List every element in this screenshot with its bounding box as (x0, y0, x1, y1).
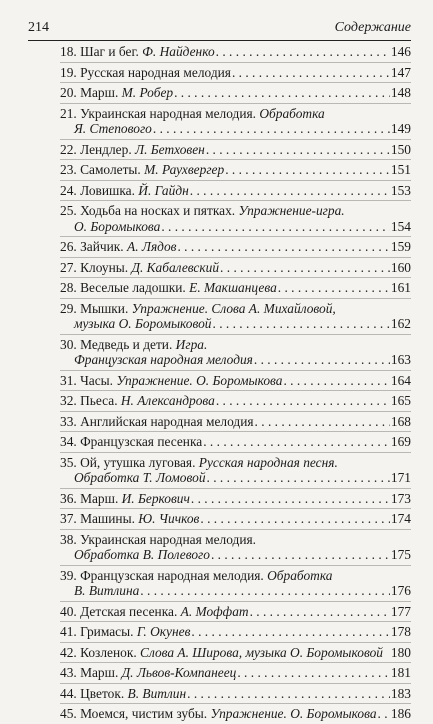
toc-entry-line (60, 455, 411, 471)
toc-page-number: 159 (390, 239, 411, 254)
leader-dots (211, 547, 390, 563)
toc-entry-title: 32. Пьеса. (60, 393, 121, 408)
toc-page-number: 169 (390, 434, 411, 449)
toc-entry (60, 298, 411, 334)
leader-dots (237, 665, 390, 681)
toc-page-number: 174 (390, 511, 411, 526)
toc-page-number: 162 (390, 316, 411, 331)
leader-dots (207, 470, 390, 486)
toc-page-number: 164 (390, 372, 411, 388)
toc-entry (60, 334, 411, 370)
toc-page-number: 165 (390, 393, 411, 408)
toc-entry-title: 25. Ходьба на носках и пятках. (60, 203, 239, 218)
toc-page-number: 149 (390, 121, 411, 136)
toc-entry-line (60, 337, 411, 353)
toc-entry-line (60, 183, 411, 199)
toc-entry-line (60, 511, 411, 527)
toc-entry-author: В. Витлин (127, 685, 187, 701)
toc-entry-line (60, 624, 411, 640)
toc-entry (60, 565, 411, 601)
toc-entry-title: 23. Самолеты. (60, 162, 145, 177)
toc-entry-text (60, 373, 282, 389)
section-title: Содержание (334, 20, 411, 35)
toc-entry-author: И. Беркович (121, 490, 190, 506)
toc-page-number: 177 (390, 603, 411, 619)
toc-entry-title: 21. Украинская народная мелодия. (60, 105, 260, 121)
toc-page-number: 183 (390, 685, 411, 701)
toc-entry-line (60, 239, 411, 255)
toc-entry-line (60, 44, 411, 60)
leader-dots (174, 85, 390, 101)
toc-entry-text (60, 301, 336, 317)
toc-entry (60, 601, 411, 622)
toc-entry-line (60, 280, 411, 296)
toc-entry-author: Упражнение. О. Боромыкова (116, 372, 283, 388)
toc-entry-author: Французская народная мелодия (74, 352, 253, 367)
toc-page-number: 168 (390, 413, 411, 429)
toc-entry-text (60, 239, 176, 255)
leader-dots (254, 352, 390, 368)
toc-entry-author: Д. Кабалевский (131, 259, 220, 275)
toc-entry-text (60, 665, 236, 681)
toc-entry-text (60, 624, 190, 640)
toc-entry-line (60, 434, 411, 450)
leader-dots (191, 491, 390, 507)
toc-entry-text (60, 604, 249, 620)
leader-dots (216, 393, 390, 409)
leader-dots (278, 280, 390, 296)
toc-entry-continuation (60, 352, 411, 368)
toc-entry-author: Упражнение. О. Боромыкова (210, 706, 377, 721)
toc-entry-continuation (60, 121, 411, 137)
toc-entry-title: 18. Шаг и бег. (60, 44, 143, 59)
toc-entry-text (60, 434, 202, 450)
leader-dots (216, 44, 390, 60)
toc-entry-text (60, 393, 215, 409)
toc-entry-title: 27. Клоуны. (60, 259, 132, 275)
toc-entry-line (60, 260, 411, 276)
toc-entry-line (60, 532, 411, 548)
toc-entry-text (60, 337, 207, 353)
toc-page-number: 171 (390, 470, 411, 485)
toc-entry (60, 139, 411, 160)
leader-dots (191, 624, 390, 640)
leader-dots (378, 706, 390, 722)
toc-entry-title: 24. Ловишка. (60, 182, 139, 198)
toc-entry-continuation (60, 219, 411, 235)
toc-entry-author: М. Раухвергер (144, 162, 225, 177)
toc-entry-line (60, 301, 411, 317)
toc-entry-line (60, 604, 411, 620)
toc-entry-text (74, 547, 210, 563)
toc-page-number: 161 (390, 280, 411, 295)
leader-dots (225, 162, 390, 178)
toc-entry (60, 236, 411, 257)
toc-page-number: 176 (390, 583, 411, 598)
toc-entry-author: музыка О. Боромыковой (74, 316, 212, 331)
toc-entry-title: 35. Ой, утушка луговая. (60, 454, 199, 470)
leader-dots (255, 414, 390, 430)
toc-entry-line (60, 65, 411, 81)
toc-entry-line (60, 568, 411, 584)
toc-entry-title: 37. Машины. (60, 511, 139, 526)
page-number: 214 (28, 20, 49, 35)
toc-entry-author: Обработка Т. Ломовой (74, 470, 206, 485)
toc-entry-author: Русская народная песня. (198, 454, 338, 470)
toc-page-number: 173 (390, 490, 411, 506)
toc-entry (60, 508, 411, 529)
toc-entry-line (60, 491, 411, 507)
toc-entry-title: 30. Медведь и дети. (60, 336, 176, 352)
toc-entry-line (60, 85, 411, 101)
leader-dots (161, 219, 390, 235)
toc-entry (60, 642, 411, 663)
toc-entry-line (60, 393, 411, 409)
toc-entry (60, 277, 411, 298)
toc-entry-text (60, 686, 186, 702)
toc-entry-author: Упражнение. Слова А. Михайловой, (131, 300, 336, 316)
toc-entry-author: Ю. Чичков (138, 511, 200, 526)
toc-entry-line (60, 414, 411, 430)
toc-entry-text (60, 44, 215, 60)
toc-entry-title: 45. Моемся, чистим зубы. (60, 706, 211, 721)
toc-entry-text (60, 106, 325, 122)
table-of-contents (60, 42, 411, 724)
leader-dots (153, 121, 390, 137)
toc-entry-text (60, 706, 377, 722)
toc-entry-author: Обработка (259, 105, 325, 121)
toc-entry-text (60, 568, 332, 584)
toc-entry-title: 40. Детская песенка. (60, 603, 181, 619)
toc-entry-title: 19. Русская народная мелодия (60, 64, 231, 80)
toc-entry-title: 28. Веселые ладошки. (60, 280, 190, 295)
toc-entry-title: 42. Козленок. (60, 644, 141, 660)
toc-entry (60, 621, 411, 642)
toc-entry-continuation (60, 583, 411, 599)
leader-dots (232, 65, 390, 81)
toc-entry-text (60, 414, 254, 430)
toc-entry-author: Игра. (175, 336, 208, 352)
toc-page-number: 160 (390, 259, 411, 275)
toc-entry-text (60, 65, 231, 81)
toc-entry (60, 180, 411, 201)
toc-entry (60, 390, 411, 411)
toc-entry-text (60, 491, 190, 507)
toc-entry (60, 103, 411, 139)
toc-entry (60, 488, 411, 509)
toc-entry (60, 452, 411, 488)
leader-dots (220, 260, 390, 276)
toc-entry-author: Я. Степового (74, 121, 152, 136)
toc-entry-title: 33. Английская народная мелодия (60, 413, 254, 429)
leader-dots (140, 583, 390, 599)
toc-entry-author: Н. Александрова (120, 393, 215, 408)
leader-dots (283, 373, 389, 389)
toc-entry-line (60, 142, 411, 158)
toc-page-number: 175 (390, 547, 411, 562)
leader-dots (177, 239, 389, 255)
toc-entry (60, 82, 411, 103)
toc-entry (60, 200, 411, 236)
toc-entry-line (60, 686, 411, 702)
toc-entry-line (60, 106, 411, 122)
toc-entry (60, 62, 411, 83)
toc-entry-text (74, 316, 212, 332)
toc-entry-text (74, 352, 253, 368)
toc-entry-title: 31. Часы. (60, 372, 117, 388)
toc-entry-author: Ф. Найденко (142, 44, 215, 59)
toc-entry-text (74, 121, 152, 137)
toc-entry-author: О. Боромыкова (74, 218, 161, 234)
leader-dots (213, 316, 390, 332)
toc-entry-line (60, 203, 411, 219)
toc-page-number: 146 (390, 44, 411, 59)
header-rule (28, 40, 411, 41)
toc-entry (60, 703, 411, 724)
toc-entry-author: Г. Окунев (136, 624, 191, 639)
toc-entry-author: Обработка (267, 567, 333, 583)
toc-page-number: 150 (390, 141, 411, 157)
toc-entry-continuation (60, 316, 411, 332)
toc-entry (60, 431, 411, 452)
toc-entry-text (60, 455, 338, 471)
toc-entry-line (60, 706, 411, 722)
toc-entry-author: Й. Гайдн (138, 182, 189, 198)
toc-entry-author: А. Лядов (127, 239, 177, 254)
toc-entry-author: М. Робер (121, 85, 174, 100)
toc-entry-title: 22. Лендлер. (60, 141, 136, 157)
toc-entry-title: 36. Марш. (60, 490, 122, 506)
toc-entry-text (60, 260, 219, 276)
toc-page-number: 181 (390, 665, 411, 680)
toc-entry (60, 370, 411, 391)
toc-entry-text (60, 511, 199, 527)
toc-entry-title: 41. Гримасы. (60, 624, 137, 639)
toc-entry-text (60, 162, 224, 178)
toc-entry-text (60, 142, 205, 158)
toc-entry-text (60, 645, 383, 661)
toc-entry-title: 20. Марш. (60, 85, 122, 100)
leader-dots (206, 142, 390, 158)
toc-entry (60, 42, 411, 62)
toc-page-number: 163 (390, 352, 411, 367)
toc-entry-title: 34. Французская песенка (60, 434, 203, 449)
toc-entry-author: Слова А. Широва, музыка О. Боромыковой (140, 644, 383, 660)
leader-dots (187, 686, 390, 702)
toc-entry (60, 529, 411, 565)
toc-entry-line (60, 162, 411, 178)
toc-entry (60, 662, 411, 683)
toc-page-number: 186 (390, 706, 411, 721)
toc-page-number: 154 (390, 218, 411, 234)
leader-dots (250, 604, 390, 620)
leader-dots (203, 434, 390, 450)
toc-entry-author: Д. Львов-Компанеец (121, 665, 237, 680)
toc-entry-author: А. Моффат (180, 603, 249, 619)
toc-entry-text (74, 219, 160, 235)
toc-page-number: 151 (390, 162, 411, 177)
toc-entry-title: 38. Украинская народная мелодия. (60, 531, 256, 547)
toc-entry-text (60, 203, 345, 219)
leader-dots (190, 183, 390, 199)
toc-entry-author: В. Витлина (74, 583, 140, 598)
toc-entry-title: 29. Мышки. (60, 300, 132, 316)
toc-entry-author: Л. Бетховен (135, 141, 205, 157)
toc-entry-title: 39. Французская народная мелодия. (60, 567, 268, 583)
toc-entry-title: 43. Марш. (60, 665, 122, 680)
toc-page-number: 148 (390, 85, 411, 100)
toc-entry-line (60, 665, 411, 681)
toc-entry-author: Е. Макшанцева (189, 280, 277, 295)
toc-entry-line (60, 645, 411, 661)
toc-entry-text (60, 280, 277, 296)
toc-entry-text (60, 85, 173, 101)
toc-entry-text (74, 470, 206, 486)
toc-entry (60, 159, 411, 180)
toc-entry-continuation (60, 547, 411, 563)
toc-entry-continuation (60, 470, 411, 486)
toc-page-number: 153 (390, 182, 411, 198)
toc-entry-title: 26. Зайчик. (60, 239, 128, 254)
toc-entry-text (74, 583, 139, 599)
toc-entry-text (60, 183, 189, 199)
toc-entry-author: Упражнение-игра. (238, 203, 345, 218)
toc-entry-text (60, 532, 256, 548)
toc-entry (60, 257, 411, 278)
toc-page-number: 147 (390, 64, 411, 80)
toc-entry-author: Обработка В. Полевого (74, 547, 210, 562)
leader-dots (200, 511, 390, 527)
toc-page-number: 180 (390, 644, 411, 660)
toc-entry (60, 411, 411, 432)
page-header (28, 20, 411, 38)
toc-page-number: 178 (390, 624, 411, 639)
toc-entry-title: 44. Цветок. (60, 685, 128, 701)
toc-entry-line (60, 373, 411, 389)
